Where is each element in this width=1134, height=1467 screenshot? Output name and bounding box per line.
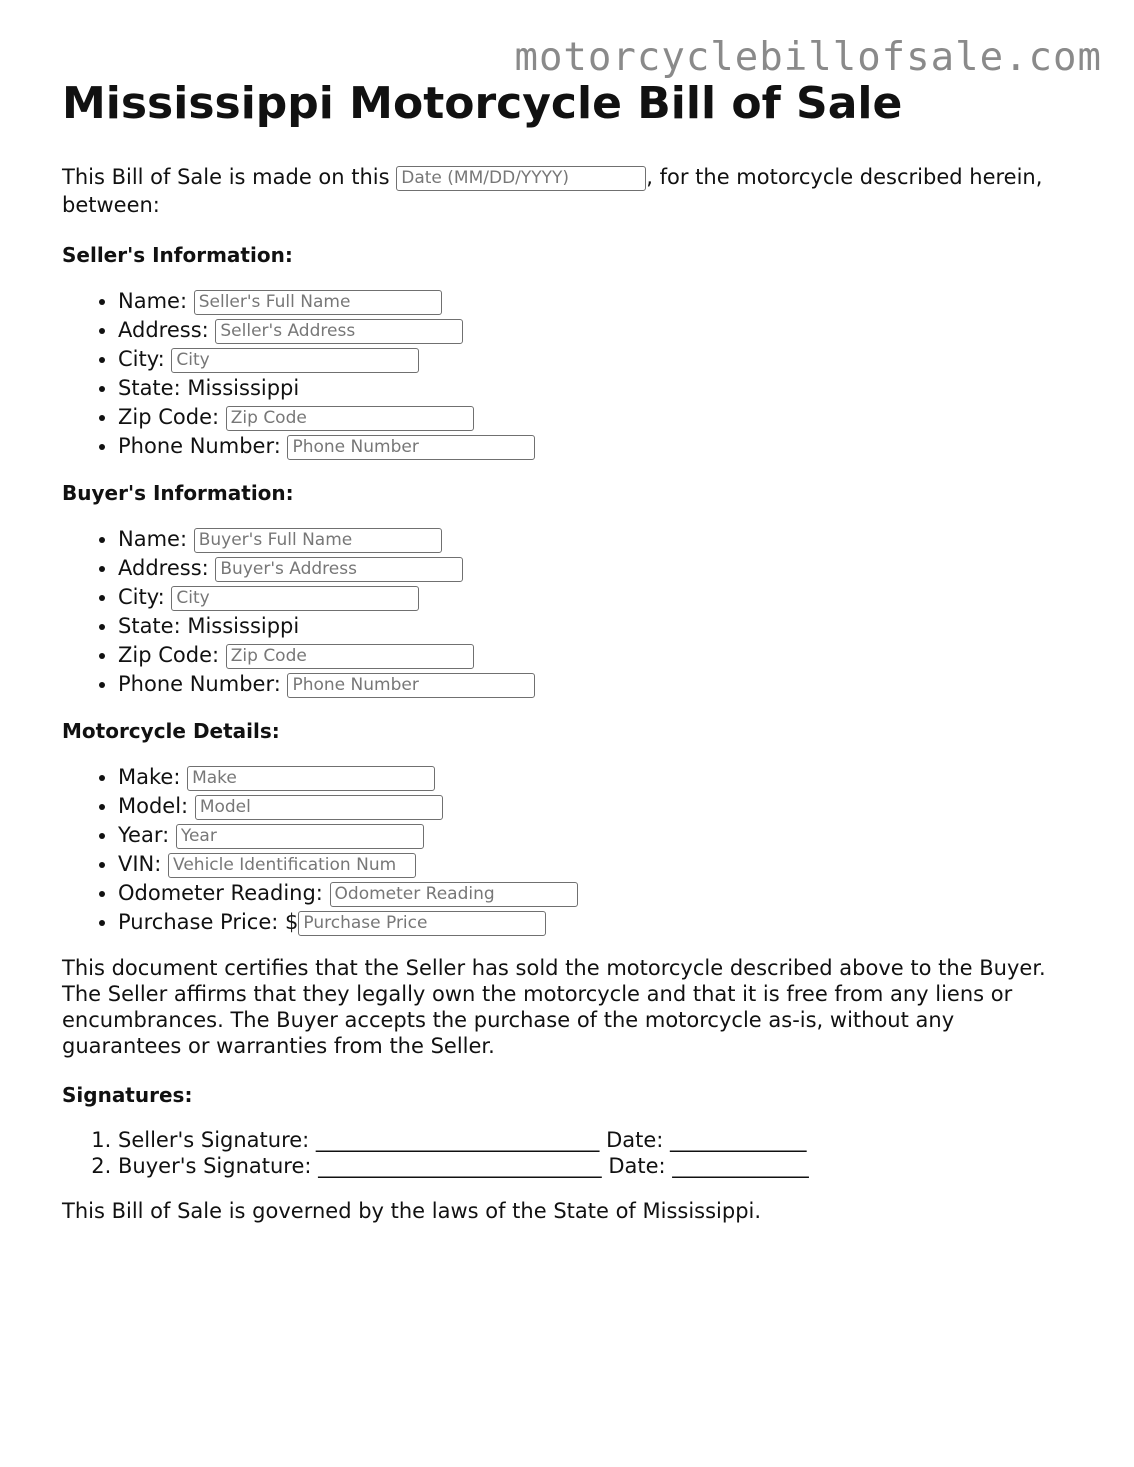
seller-city-item — [118, 345, 1072, 374]
buyer-heading: Buyer's Information: — [62, 481, 294, 505]
make-label: Make: — [118, 765, 188, 789]
seller-zip-label: Zip Code: — [118, 405, 226, 429]
make-item — [118, 763, 1072, 792]
seller-zip-item — [118, 403, 1072, 432]
buyer-city-item — [118, 583, 1072, 612]
seller-address-label: Address: — [118, 318, 216, 342]
page-title: Mississippi Motorcycle Bill of Sale — [62, 78, 903, 129]
odometer-label: Odometer Reading: — [118, 881, 330, 905]
seller-signature-line: 1. Seller's Signature: ___________________________ Date: _____________ — [118, 1127, 1072, 1153]
make-input[interactable] — [187, 766, 435, 791]
seller-info-list — [62, 287, 1072, 461]
buyer-address-input[interactable] — [215, 557, 463, 582]
buyer-zip-item — [118, 641, 1072, 670]
model-item — [118, 792, 1072, 821]
buyer-address-label: Address: — [118, 556, 216, 580]
year-item — [118, 821, 1072, 850]
seller-name-label: Name: — [118, 289, 194, 313]
seller-zip-input[interactable] — [226, 406, 474, 431]
vin-item — [118, 850, 1072, 879]
odometer-input[interactable] — [330, 882, 578, 907]
buyer-info-list — [62, 525, 1072, 699]
odometer-item — [118, 879, 1072, 908]
seller-address-input[interactable] — [215, 319, 463, 344]
seller-phone-label: Phone Number: — [118, 434, 288, 458]
buyer-phone-item — [118, 670, 1072, 699]
seller-address-item — [118, 316, 1072, 345]
buyer-name-input[interactable] — [194, 528, 442, 553]
intro-paragraph — [62, 163, 1072, 219]
motorcycle-heading: Motorcycle Details: — [62, 719, 280, 743]
seller-name-item — [118, 287, 1072, 316]
buyer-address-item — [118, 554, 1072, 583]
vin-input[interactable] — [168, 853, 416, 878]
seller-heading: Seller's Information: — [62, 243, 293, 267]
buyer-name-label: Name: — [118, 527, 194, 551]
buyer-signature-line: 2. Buyer's Signature: ___________________________ Date: _____________ — [118, 1153, 1072, 1179]
price-item — [118, 908, 1072, 937]
buyer-city-label: City: — [118, 585, 172, 609]
price-input[interactable] — [298, 911, 546, 936]
buyer-phone-label: Phone Number: — [118, 672, 288, 696]
intro-text-before: This Bill of Sale is made on this — [62, 165, 397, 189]
certification-paragraph: This document certifies that the Seller has sold the motorcycle described above to the Buyer. The Seller affirms that they legally own the motorcycle and that it is free from any liens or encumbrances. The Buyer accepts the purchase of the motorcycle as-is, without any guarantees or warranties from the Seller. — [62, 956, 1046, 1058]
vin-label: VIN: — [118, 852, 169, 876]
model-label: Model: — [118, 794, 195, 818]
buyer-name-item — [118, 525, 1072, 554]
seller-phone-item — [118, 432, 1072, 461]
governing-law-text: This Bill of Sale is governed by the laws of the State of Mississippi. — [62, 1199, 762, 1223]
year-input[interactable] — [176, 824, 424, 849]
buyer-zip-label: Zip Code: — [118, 643, 226, 667]
seller-name-input[interactable] — [194, 290, 442, 315]
sale-date-input[interactable] — [396, 166, 646, 191]
price-label: Purchase Price: $ — [118, 910, 299, 934]
model-input[interactable] — [195, 795, 443, 820]
site-watermark: motorcyclebillofsale.com — [514, 35, 1102, 80]
buyer-zip-input[interactable] — [226, 644, 474, 669]
intro-text-after: , for the motorcycle described herein, between: — [62, 165, 1043, 217]
signatures-list — [62, 1127, 1072, 1179]
document-body — [62, 163, 1072, 1225]
seller-city-input[interactable] — [171, 348, 419, 373]
seller-city-label: City: — [118, 347, 172, 371]
motorcycle-details-list — [62, 763, 1072, 937]
signatures-heading: Signatures: — [62, 1083, 193, 1107]
buyer-phone-input[interactable] — [287, 673, 535, 698]
seller-state-item: • State: Mississippi — [118, 374, 1072, 403]
buyer-city-input[interactable] — [171, 586, 419, 611]
buyer-state-item: • State: Mississippi — [118, 612, 1072, 641]
seller-phone-input[interactable] — [287, 435, 535, 460]
year-label: Year: — [118, 823, 176, 847]
